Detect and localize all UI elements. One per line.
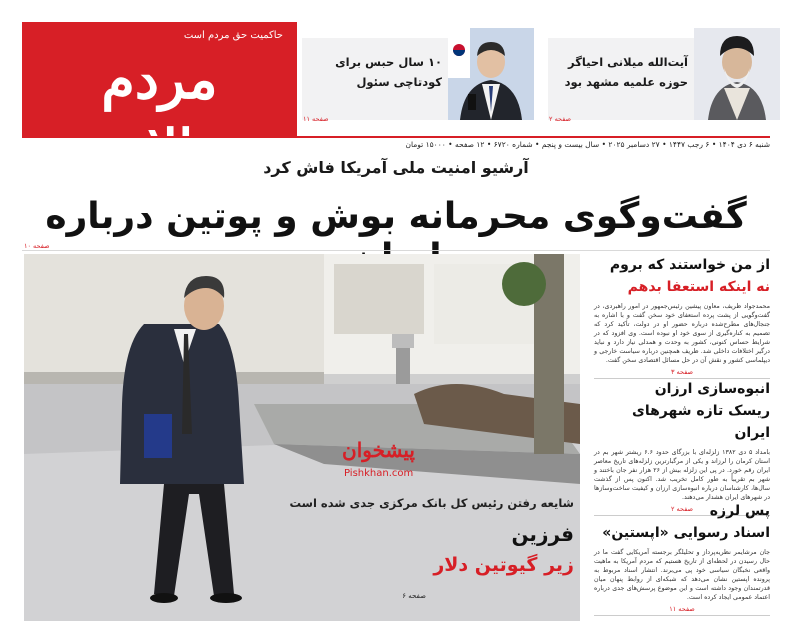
article-zarif-title-2: نه اینکه استعفا بدهم (627, 279, 770, 295)
issue-date: شنبه ۶ دی ۱۴۰۴ • ۶ رجب ۱۴۴۷ • ۲۷ دسامبر ۲۰۲۵ • سال بیست و پنجم • شماره ۶۷۲۰ • ۱۲ صفحه • ۱۵۰۰۰ تومان (405, 140, 770, 149)
article-housing-body: بامداد ۵ دی ۱۳۸۲ زلزله‌ای با بزرگای حدود ۶.۶ ریشتر شهر بم در استان کرمان را لرزاند و یکی از مرگبارترین زلزله‌های تاریخ معاصر ایران رقم خورد. در پی این زلزله بیش از ۲۶ هزار نفر جان باختند و شهر بم تقریباً به طور کامل تخریب شد. اکنون پس از گذشت سال‌ها، کارشناسان درباره انبوه‌سازی ارزان و کیفیت ساخت‌وسازها در شهرهای ایران هشدار می‌دهند. (594, 449, 770, 501)
teaser-seoul-page: صفحه ۱۱ (303, 115, 329, 123)
headline-kicker: آرشیو امنیت ملی آمریکا فاش کرد (263, 158, 529, 177)
headline-page-ref: صفحه ۱۰ (24, 242, 50, 250)
newspaper-name: مردم سالاری (79, 47, 240, 181)
teaser-seoul-text: ۱۰ سال حبس برای کودتاچی سئول (335, 55, 442, 89)
photo-caption-subtitle[interactable]: زیر گیوتین دلار (433, 554, 574, 576)
article-housing-page: صفحه ۲ (594, 505, 770, 516)
article-mass-housing[interactable] (594, 378, 770, 516)
pishkhan-watermark: پیشخوان (342, 438, 415, 462)
teaser-milani[interactable] (548, 38, 770, 120)
teaser-milani-text: آیت‌الله میلانی احیاگر حوزه علمیه مشهد بود (564, 55, 688, 89)
article-epstein-page: صفحه ۱۱ (594, 605, 770, 616)
teaser-portrait-photo (694, 28, 780, 120)
article-epstein[interactable] (594, 500, 770, 616)
photo-caption-kicker: شایعه رفتن رئیس کل بانک مرکزی جدی شده است (289, 496, 574, 510)
article-zarif[interactable] (594, 254, 770, 379)
masthead-tagline: حاکمیت حق مردم است (183, 30, 283, 41)
article-housing-title-2: ریسک تازه شهرهای ایران (632, 403, 770, 441)
pishkhan-watermark-url: Pishkhan.com (344, 468, 414, 479)
article-zarif-page: صفحه ۳ (594, 368, 770, 379)
photo-caption-title[interactable]: فرزین (511, 522, 574, 546)
main-headline[interactable]: گفت‌وگوی محرمانه بوش و پوتین درباره (45, 196, 747, 237)
headline-divider (22, 250, 770, 251)
masthead-logo-block[interactable] (22, 22, 297, 181)
article-epstein-title-1: پس لرزه (709, 503, 770, 519)
article-zarif-body: محمدجواد ظریف، معاون پیشین رئیس‌جمهور در امور راهبردی، در گفت‌وگویی از پشت پرده استعفای خود سخن گفت و با اشاره به جنجال‌های مطرح‌شده درباره حضور او در دولت، تأکید کرد که تصمیم به کناره‌گیری از سوی خود او نبوده است. وی افزود که در شرایط حساس کنونی، کشور به وحدت و همدلی نیاز دارد و نباید درگیر اختلافات داخلی شد. ظریف همچنین درباره سیاست خارجی و دیپلماسی کشور و نقش آن در حل مسائل اقتصادی سخن گفت. (594, 303, 770, 364)
teaser-milani-page: صفحه ۲ (549, 115, 572, 123)
teaser-seoul[interactable] (302, 38, 528, 120)
photo-caption-page: صفحه ۶ (402, 592, 426, 600)
article-housing-title-1: انبوه‌سازی ارزان (654, 381, 770, 397)
article-zarif-title-1: از من خواستند که بروم (609, 257, 770, 273)
article-epstein-body: جان مرشایمر نظریه‌پرداز و تحلیلگر برجسته آمریکایی گفت ما در حال رسیدن در لحظه‌ای از تاریخ هستیم که مردم آمریکا به ماهیت واقعی نخبگان سیاسی خود پی می‌برند. انتشار اسناد مربوط به پرونده اپستین نشان می‌دهد که شبکه‌ای از روابط پنهان میان قدرتمندان وجود داشته است و این موضوع پرسش‌های جدی درباره اعتماد عمومی ایجاد کرده است. (594, 549, 770, 601)
date-bar (22, 136, 770, 150)
article-epstein-title-2: اسناد رسوایی «اپستین» (602, 525, 770, 541)
teaser-president-photo (448, 28, 534, 120)
